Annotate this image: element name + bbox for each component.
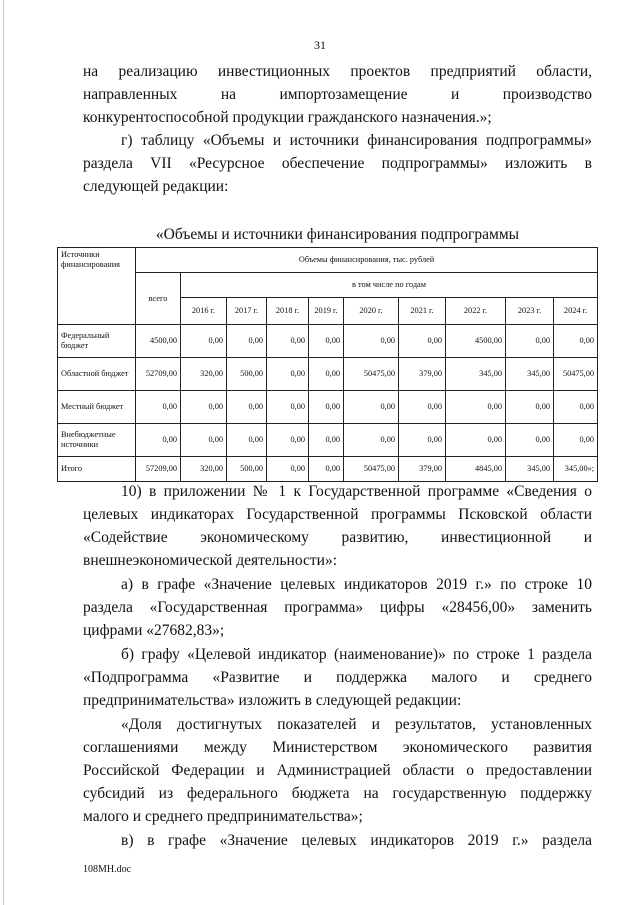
paragraph-item-g [83,129,592,198]
text-line: раздела «Государственная программа» цифры «28456,00» заменить [83,599,592,616]
table-row-total [58,457,598,482]
cell-value: 0,00 [227,424,267,457]
text-line: «Подпрограмма «Развитие и поддержка малого и среднего [83,669,592,686]
cell-value: 4500,00 [136,325,181,358]
text-line: следующей редакции: [83,178,229,195]
cell-value: 0,00 [554,424,598,457]
cell-value: 0,00 [181,424,227,457]
text-line: Российской Федерации и Администрацией области о предоставлении [83,762,592,779]
text-line: 10) в приложении № 1 к Государственной программе «Сведения о [121,483,592,500]
cell-value: 0,00 [506,391,554,424]
header-year: 2021 г. [399,298,446,325]
table-row [58,325,598,358]
text-line: г) таблицу «Объемы и источники финансирования подпрограммы» [121,132,592,149]
header-year: 2020 г. [344,298,399,325]
table-row [58,358,598,391]
cell-value: 0,00 [344,391,399,424]
cell-value: 0,00 [309,457,344,482]
header-source: Источники финансирования [58,248,136,325]
cell-value: 0,00 [399,424,446,457]
cell-value: 0,00 [267,424,309,457]
cell-value: 50475,00 [554,358,598,391]
cell-value: 0,00 [344,325,399,358]
text-line: «Содействие экономическому развитию, инвестиционной и [83,529,592,546]
cell-value: 4500,00 [446,325,506,358]
cell-value: 0,00 [554,325,598,358]
cell-value: 50475,00 [344,358,399,391]
cell-value: 0,00 [309,424,344,457]
cell-value: 0,00 [506,424,554,457]
cell-value: 0,00 [399,325,446,358]
row-source: Итого [58,457,136,482]
row-source: Внебюджетные источники [58,424,136,457]
cell-value: 0,00 [446,424,506,457]
cell-value: 345,00 [446,358,506,391]
text-line: малого и среднего предпринимательства»; [83,808,363,825]
table-row [58,391,598,424]
cell-value: 57209,00 [136,457,181,482]
table-row [58,424,598,457]
financing-table [57,247,598,482]
header-year: 2018 г. [267,298,309,325]
cell-value: 345,00 [506,457,554,482]
cell-value: 0,00 [344,424,399,457]
page-number: 31 [314,38,326,52]
paragraph-item-10 [83,480,592,572]
header-year: 2017 г. [227,298,267,325]
table-header-row [58,248,598,273]
cell-value: 0,00 [554,391,598,424]
paragraph-continuation [83,60,592,129]
cell-value: 345,00 [506,358,554,391]
cell-value: 0,00 [267,457,309,482]
cell-value: 0,00 [267,358,309,391]
text-line: б) графу «Целевой индикатор (наименование)» по строке 1 раздела [121,646,592,663]
cell-value: 0,00 [446,391,506,424]
paragraph-item-b [83,643,592,712]
cell-value: 345,00»; [554,457,598,482]
text-line: раздела VII «Ресурсное обеспечение подпрограммы» изложить в [83,155,592,172]
header-year: 2019 г. [309,298,344,325]
text-line: целевых индикаторах Государственной программы Псковской области [83,506,592,523]
cell-value: 0,00 [506,325,554,358]
table-title: «Объемы и источники финансирования подпрограммы [155,226,520,243]
row-source: Областной бюджет [58,358,136,391]
header-year: 2023 г. [506,298,554,325]
footer-filename: 108МН.doc [83,864,132,875]
cell-value: 0,00 [309,391,344,424]
text-line: субсидий из федерального бюджета на государственную поддержку [83,785,592,802]
cell-value: 0,00 [309,325,344,358]
header-by-years: в том числе по годам [181,273,598,298]
page-edge-line [3,0,4,905]
cell-value: 500,00 [227,457,267,482]
text-line: соглашениями между Министерством экономического развития [83,739,592,756]
header-year: 2024 г. [554,298,598,325]
text-line: предпринимательства» изложить в следующей редакции: [83,692,462,709]
text-line: конкурентоспособной продукции гражданского назначения.»; [83,109,492,126]
text-line: внешнеэкономической деятельности»: [83,552,337,569]
header-volumes: Объемы финансирования, тыс. рублей [136,248,598,273]
row-source: Федеральный бюджет [58,325,136,358]
header-year: 2016 г. [181,298,227,325]
cell-value: 0,00 [399,391,446,424]
text-line: в) в графе «Значение целевых индикаторов 2019 г.» раздела [121,832,592,849]
text-line: на реализацию инвестиционных проектов предприятий области, [83,63,592,80]
header-total: всего [136,273,181,325]
cell-value: 0,00 [309,358,344,391]
cell-value: 0,00 [267,391,309,424]
cell-value: 379,00 [399,457,446,482]
cell-value: 320,00 [181,358,227,391]
text-line: направленных на импортозамещение и производство [83,86,592,103]
cell-value: 0,00 [136,424,181,457]
header-year: 2022 г. [446,298,506,325]
cell-value: 52709,00 [136,358,181,391]
cell-value: 0,00 [227,391,267,424]
cell-value: 0,00 [136,391,181,424]
cell-value: 50475,00 [344,457,399,482]
text-line: а) в графе «Значение целевых индикаторов 2019 г.» по строке 10 [121,576,592,593]
cell-value: 0,00 [267,325,309,358]
table-header-row [58,273,598,298]
cell-value: 320,00 [181,457,227,482]
text-line: «Доля достигнутых показателей и результатов, установленных [121,716,592,733]
cell-value: 0,00 [181,391,227,424]
paragraph-item-a [83,573,592,642]
cell-value: 379,00 [399,358,446,391]
cell-value: 0,00 [181,325,227,358]
cell-value: 500,00 [227,358,267,391]
cell-value: 4845,00 [446,457,506,482]
cell-value: 0,00 [227,325,267,358]
paragraph-quote [83,713,592,828]
text-line: цифрами «27682,83»; [83,622,225,639]
row-source: Местный бюджет [58,391,136,424]
paragraph-item-v [83,829,592,852]
